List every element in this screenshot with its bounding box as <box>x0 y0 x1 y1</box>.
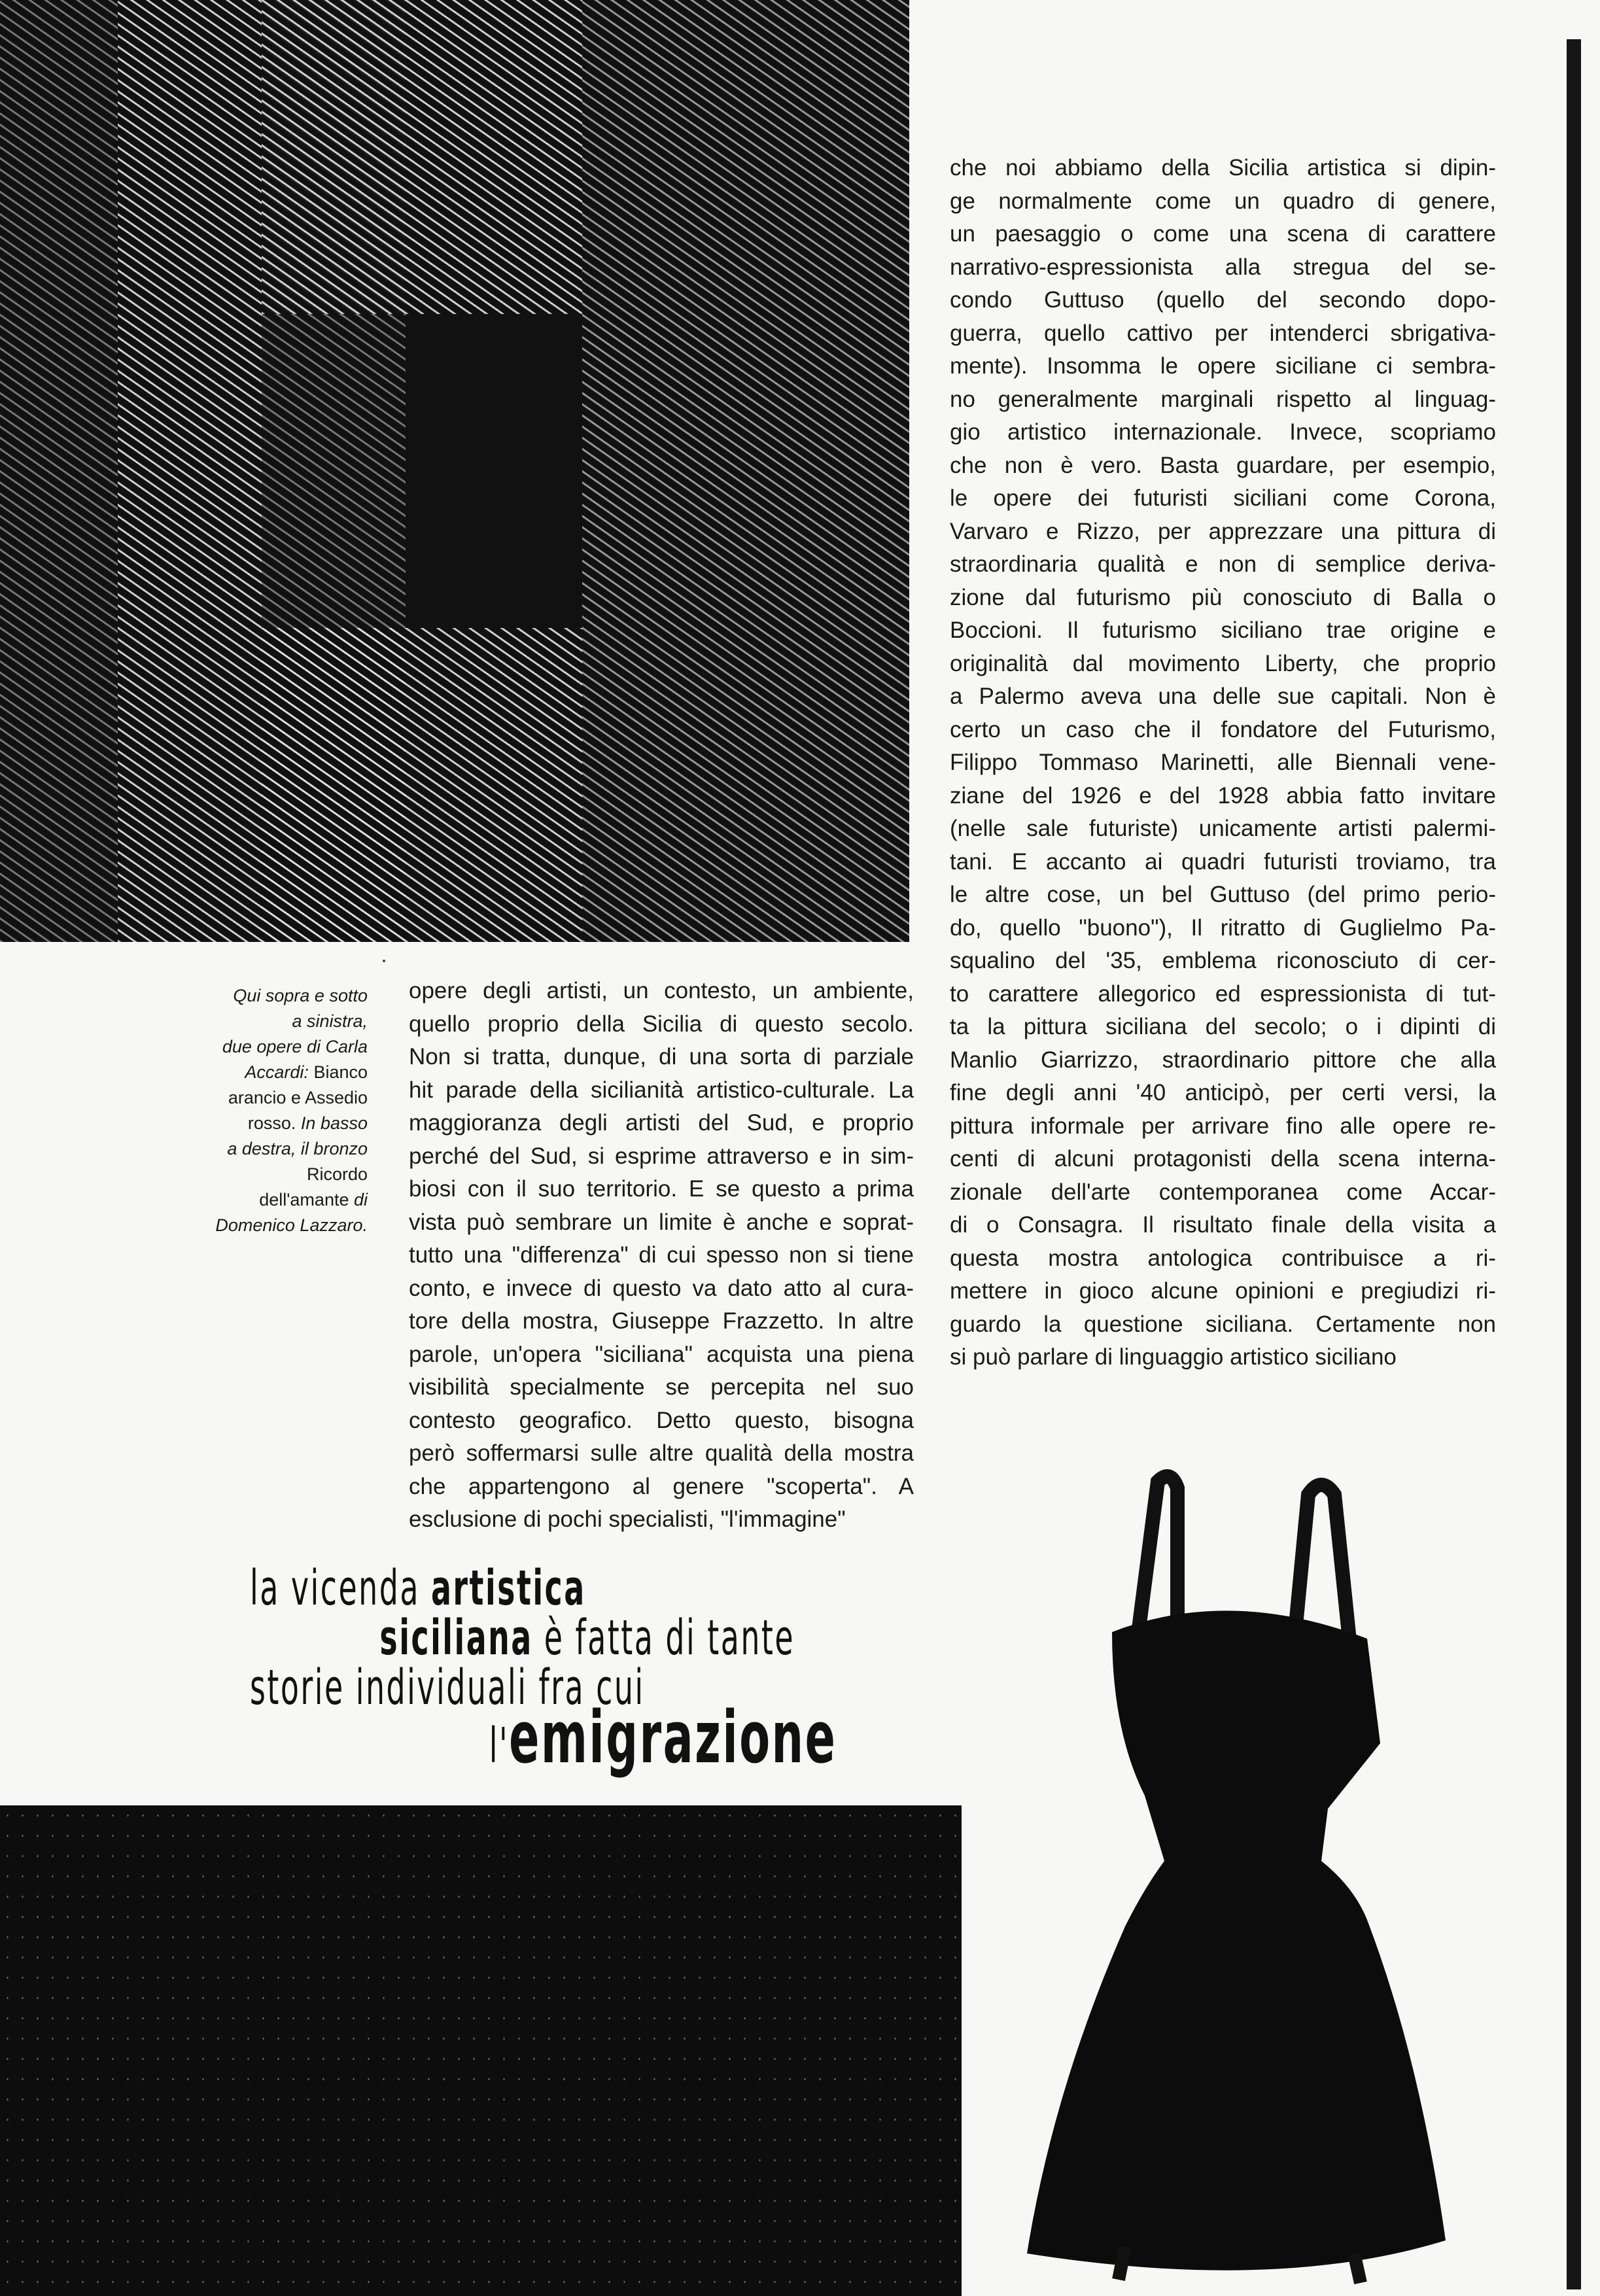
text-line: tore della mostra, Giuseppe Frazzetto. In altre <box>409 1308 914 1334</box>
text-line: quello proprio della Sicilia di questo secolo. <box>409 1011 914 1037</box>
caption-line: arancio e Assedio <box>228 1088 368 1107</box>
text-line: condo Guttuso (quello del secondo dopo- <box>950 287 1496 313</box>
text-line: contesto geografico. Detto questo, bisogna <box>409 1407 914 1433</box>
text-line: certo un caso che il fondatore del Futurismo, <box>950 716 1496 742</box>
text-line: zionale dell'arte contemporanea come Accar- <box>950 1179 1496 1205</box>
pull-quote <box>250 1560 837 1779</box>
text-line: vista può sembrare un limite è anche e soprat- <box>409 1209 914 1235</box>
pull-quote-text: la vicenda <box>250 1560 431 1616</box>
caption-line: a destra, il bronzo <box>227 1139 368 1158</box>
text-line: biosi con il suo territorio. E se questo a prima <box>409 1176 914 1202</box>
pull-quote-text: artistica <box>430 1560 586 1616</box>
text-line: un paesaggio o come una scena di carattere <box>950 221 1496 247</box>
text-line: però soffermarsi sulle altre qualità della mostra <box>409 1440 914 1466</box>
artwork-accardi-top <box>0 0 909 942</box>
text-line: fine degli anni '40 anticipò, per certi versi, la <box>950 1080 1496 1105</box>
text-line: pittura informale per arrivare fino alle opere re- <box>950 1113 1496 1139</box>
text-line: Boccioni. Il futurismo siciliano trae origine e <box>950 617 1496 643</box>
text-line: Filippo Tommaso Marinetti, alle Biennali vene- <box>950 750 1496 775</box>
scan-speck <box>383 960 385 962</box>
text-line: narrativo-espressionista alla stregua del se- <box>950 254 1496 280</box>
text-line: mettere in gioco alcune opinioni e pregiudizi ri- <box>950 1278 1496 1304</box>
text-line: a Palermo aveva una delle sue capitali. Non è <box>950 684 1496 709</box>
text-line: che noi abbiamo della Sicilia artistica si dipin- <box>950 155 1496 181</box>
right-text-column <box>950 152 1496 1374</box>
text-line: questa mostra antologica contribuisce a ri- <box>950 1245 1496 1271</box>
text-line: mente). Insomma le opere siciliane ci sembra- <box>950 353 1496 379</box>
caption-line: di <box>353 1190 368 1209</box>
text-line: centi di alcuni protagonisti della scena interna- <box>950 1146 1496 1172</box>
text-line: opere degli artisti, un contesto, un ambiente, <box>409 978 914 1003</box>
caption-line: Ricordo <box>306 1164 368 1184</box>
text-line: hit parade della sicilianità artistico-culturale. La <box>409 1077 914 1103</box>
page-edge-shadow <box>1567 39 1581 2289</box>
pull-quote-text: siciliana <box>379 1610 533 1666</box>
text-line: guerra, quello cattivo per intenderci sbrigativa- <box>950 320 1496 346</box>
caption-line: Qui sopra e sotto <box>233 986 368 1005</box>
text-line: ziane del 1926 e del 1928 abbia fatto invitare <box>950 782 1496 809</box>
caption-line: In basso <box>300 1113 368 1133</box>
caption-line: Domenico Lazzaro. <box>215 1215 368 1235</box>
text-line: squalino del '35, emblema riconosciuto di cer- <box>950 948 1496 973</box>
text-line: che appartengono al genere "scoperta". A <box>409 1473 914 1499</box>
text-line: ge normalmente come un quadro di genere, <box>950 188 1496 214</box>
text-line: maggioranza degli artisti del Sud, e proprio <box>409 1110 914 1136</box>
text-line: esclusione di pochi specialisti, "l'immagine" <box>409 1506 846 1532</box>
dress-sculpture-image <box>1014 1469 1472 2286</box>
text-line: no generalmente marginali rispetto al linguag- <box>950 386 1496 412</box>
caption-line: a sinistra, <box>292 1011 368 1031</box>
image-caption <box>196 983 368 1238</box>
text-line: che non è vero. Basta guardare, per esempio, <box>950 452 1496 478</box>
text-line: conto, e invece di questo va dato atto al cura- <box>409 1275 914 1301</box>
pull-quote-text: l' <box>489 1718 510 1774</box>
text-line: to carattere allegorico ed espressionista di tut- <box>950 981 1496 1007</box>
text-line: originalità dal movimento Liberty, che proprio <box>950 650 1496 676</box>
text-line: perché del Sud, si esprime attraverso e in sim- <box>409 1143 914 1169</box>
text-line: Manlio Giarrizzo, straordinario pittore che alla <box>950 1047 1496 1073</box>
artwork-accardi-bottom <box>0 1805 962 2296</box>
text-line: straordinaria qualità e non di semplice deriva- <box>950 551 1496 577</box>
text-line: ta la pittura siciliana del secolo; o i dipinti di <box>950 1014 1496 1039</box>
text-line: visibilità specialmente se percepita nel suo <box>409 1374 914 1400</box>
text-line: le altre cose, un bel Guttuso (del primo perio- <box>950 882 1496 907</box>
text-line: Non si tratta, dunque, di una sorta di parziale <box>409 1044 914 1070</box>
caption-line: Bianco <box>308 1062 368 1082</box>
caption-line: Accardi: <box>245 1062 309 1082</box>
text-line: guardo la questione siciliana. Certamente non <box>950 1311 1496 1337</box>
middle-text-column <box>409 975 914 1537</box>
pull-quote-text: storie individuali fra cui <box>250 1660 645 1716</box>
pull-quote-emphasis: emigrazione <box>509 1696 837 1779</box>
text-line: gio artistico internazionale. Invece, scopriamo <box>950 419 1496 445</box>
text-line: parole, un'opera "siciliana" acquista una piena <box>409 1341 914 1367</box>
pull-quote-text: è fatta di tante <box>532 1610 795 1666</box>
text-line: (nelle sale futuriste) unicamente artisti palermi- <box>950 816 1496 841</box>
text-line: si può parlare di linguaggio artistico siciliano <box>950 1344 1397 1370</box>
caption-line: due opere di Carla <box>222 1037 368 1056</box>
text-line: do, quello "buono"), Il ritratto di Guglielmo Pa- <box>950 914 1496 941</box>
text-line: tutto una "differenza" di cui spesso non si tiene <box>409 1242 914 1268</box>
caption-line: rosso. <box>247 1113 301 1133</box>
text-line: tani. E accanto ai quadri futuristi troviamo, tra <box>950 848 1496 875</box>
text-line: di o Consagra. Il risultato finale della visita a <box>950 1212 1496 1238</box>
text-line: Varvaro e Rizzo, per apprezzare una pittura di <box>950 518 1496 544</box>
caption-line: dell'amante <box>259 1190 354 1209</box>
text-line: zione dal futurismo più conosciuto di Balla o <box>950 584 1496 610</box>
text-line: le opere dei futuristi siciliani come Corona, <box>950 485 1496 511</box>
